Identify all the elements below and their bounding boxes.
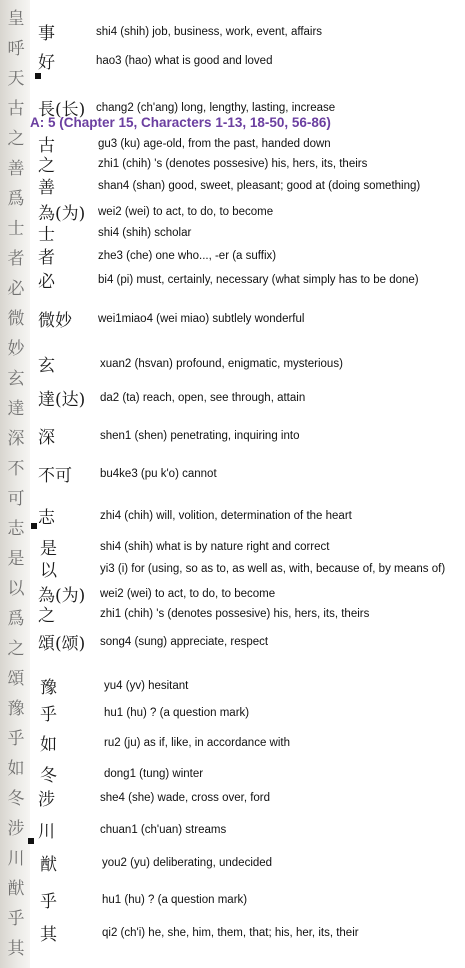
entry-character: 乎 <box>40 892 57 912</box>
manuscript-glyph: 者 <box>7 249 25 269</box>
entry-row <box>38 761 203 786</box>
entry-definition: shi4 (shih) scholar <box>98 226 192 239</box>
manuscript-glyph: 之 <box>7 129 25 149</box>
manuscript-glyph: 其 <box>7 939 25 959</box>
entry-character: 事 <box>38 24 55 44</box>
entry-definition: chang2 (ch'ang) long, lengthy, lasting, increase <box>96 101 336 114</box>
entry-row <box>38 629 268 654</box>
entry-character: 之 <box>38 606 55 626</box>
bullet-marker <box>35 73 41 79</box>
entry-definition: wei2 (wei) to act, to do, to become <box>98 205 274 218</box>
entry-row <box>38 673 188 698</box>
manuscript-glyph: 猷 <box>7 879 25 899</box>
manuscript-glyph: 深 <box>7 429 25 449</box>
entry-definition: chuan1 (ch'uan) streams <box>100 823 227 836</box>
entry-character: 玄 <box>38 356 55 376</box>
entry-character: 古 <box>38 136 55 156</box>
entry-character: 志 <box>38 508 55 528</box>
entry-definition: shi4 (shih) what is by nature right and correct <box>100 540 330 553</box>
entry-character: 其 <box>40 925 57 945</box>
entry-definition: shan4 (shan) good, sweet, pleasant; good at (doing something) <box>98 179 421 192</box>
entry-character: 之 <box>38 156 55 176</box>
entry-row <box>38 385 305 410</box>
manuscript-glyph: 古 <box>7 99 25 119</box>
entry-row <box>38 48 272 73</box>
entry-definition: bu4ke3 (pu k'o) cannot <box>100 467 217 480</box>
entry-character: 達(达) <box>38 390 86 410</box>
entry-character: 善 <box>38 178 55 198</box>
entry-definition: you2 (yu) deliberating, undecided <box>102 856 273 869</box>
manuscript-glyph: 乎 <box>7 729 25 749</box>
manuscript-glyph: 川 <box>7 849 25 869</box>
entry-character: 冬 <box>40 766 57 786</box>
entry-row <box>38 700 249 725</box>
entry-definition: zhi1 (chih) 's (denotes possesive) his, hers, its, theirs <box>98 157 368 170</box>
entry-row <box>38 173 420 198</box>
entry-definition: zhe3 (che) one who..., -er (a suffix) <box>98 249 277 262</box>
entry-row <box>38 887 247 912</box>
entry-definition: bi4 (pi) must, certainly, necessary (what simply has to be done) <box>98 273 419 286</box>
manuscript-glyph: 冬 <box>7 789 25 809</box>
entry-definition: zhi4 (chih) will, volition, determination of the heart <box>100 509 352 522</box>
manuscript-glyph: 天 <box>7 69 25 89</box>
manuscript-glyph: 爲 <box>7 609 25 629</box>
entry-character: 乎 <box>40 705 57 725</box>
entry-row <box>38 423 299 448</box>
entry-character: 長(长) <box>38 100 86 120</box>
entry-character: 猷 <box>40 855 57 875</box>
entry-definition: hao3 (hao) what is good and loved <box>96 54 273 67</box>
entry-character: 不可 <box>38 466 72 486</box>
entry-definition: da2 (ta) reach, open, see through, attain <box>100 391 306 404</box>
manuscript-glyph: 妙 <box>7 339 25 359</box>
manuscript-glyph: 頌 <box>7 669 25 689</box>
entry-definition: yu4 (yv) hesitant <box>104 679 189 692</box>
entry-definition: hu1 (hu) ? (a question mark) <box>104 706 250 719</box>
entry-definition: qi2 (ch'i) he, she, him, them, that; his, her, its, their <box>102 926 359 939</box>
manuscript-glyph: 以 <box>7 579 25 599</box>
entry-character: 是 <box>40 539 57 559</box>
entry-row <box>38 601 369 626</box>
entry-definition: xuan2 (hsvan) profound, enigmatic, mysterious) <box>100 357 343 370</box>
entry-definition: wei1miao4 (wei miao) subtlely wonderful <box>98 312 305 325</box>
manuscript-glyph: 微 <box>7 309 25 329</box>
entry-character: 頌(颂) <box>38 634 86 654</box>
entry-character: 微妙 <box>38 311 72 331</box>
entry-row <box>38 920 359 945</box>
entry-definition: yi3 (i) for (using, so as to, as well as, with, because of, by means of) <box>100 562 446 575</box>
entry-character: 好 <box>38 53 55 73</box>
manuscript-glyph: 必 <box>7 279 25 299</box>
entry-definition: ru2 (ju) as if, like, in accordance with <box>104 736 290 749</box>
bullet-marker <box>31 523 37 529</box>
manuscript-glyph: 豫 <box>7 699 25 719</box>
entry-row <box>38 730 290 755</box>
entry-character: 為(为) <box>38 204 86 224</box>
manuscript-glyph: 爲 <box>7 189 25 209</box>
entry-row <box>38 243 276 268</box>
entry-character: 士 <box>38 225 55 245</box>
entry-definition: she4 (she) wade, cross over, ford <box>100 791 271 804</box>
entry-character: 深 <box>38 428 55 448</box>
entry-row <box>38 306 304 331</box>
entry-definition: song4 (sung) appreciate, respect <box>100 635 269 648</box>
entry-row <box>38 850 272 875</box>
entry-row <box>38 19 322 44</box>
manuscript-glyph: 乎 <box>7 909 25 929</box>
entry-row <box>38 503 352 528</box>
manuscript-glyph: 志 <box>7 519 25 539</box>
entry-definition: shen1 (shen) penetrating, inquiring into <box>100 429 300 442</box>
entry-character: 涉 <box>38 790 55 810</box>
entry-row <box>38 267 419 292</box>
entry-definition: dong1 (tung) winter <box>104 767 204 780</box>
entry-character: 川 <box>38 822 55 842</box>
manuscript-glyph: 如 <box>7 759 25 779</box>
entry-definition: gu3 (ku) age-old, from the past, handed down <box>98 137 331 150</box>
entry-definition: zhi1 (chih) 's (denotes possesive) his, hers, its, theirs <box>100 607 370 620</box>
entry-row <box>38 556 445 581</box>
manuscript-glyph: 玄 <box>7 369 25 389</box>
manuscript-glyph: 士 <box>7 219 25 239</box>
entry-character: 者 <box>38 248 55 268</box>
entry-definition: shi4 (shih) job, business, work, event, affairs <box>96 25 323 38</box>
entry-definition: wei2 (wei) to act, to do, to become <box>100 587 276 600</box>
entry-row <box>38 351 343 376</box>
manuscript-glyph: 是 <box>7 549 25 569</box>
bullet-marker <box>28 838 34 844</box>
manuscript-glyph: 可 <box>7 489 25 509</box>
manuscript-strip <box>0 0 30 968</box>
entry-definition: hu1 (hu) ? (a question mark) <box>102 893 248 906</box>
manuscript-glyph: 善 <box>7 159 25 179</box>
entry-row <box>38 220 191 245</box>
entry-character: 為(为) <box>38 586 86 606</box>
manuscript-glyph: 涉 <box>7 819 25 839</box>
entry-row <box>38 461 217 486</box>
manuscript-glyph: 之 <box>7 639 25 659</box>
entry-row <box>38 817 226 842</box>
section-heading: A: 5 (Chapter 15, Characters 1-13, 18-50, 56-86) <box>30 115 331 130</box>
manuscript-glyph: 皇 <box>7 9 25 29</box>
manuscript-glyph: 達 <box>7 399 25 419</box>
entry-row <box>38 95 335 120</box>
entry-character: 豫 <box>40 678 57 698</box>
manuscript-glyph: 呼 <box>7 39 25 59</box>
manuscript-glyph: 不 <box>7 459 25 479</box>
entry-character: 必 <box>38 272 55 292</box>
entry-row <box>38 785 270 810</box>
entry-character: 如 <box>40 735 57 755</box>
entry-character: 以 <box>40 561 57 581</box>
